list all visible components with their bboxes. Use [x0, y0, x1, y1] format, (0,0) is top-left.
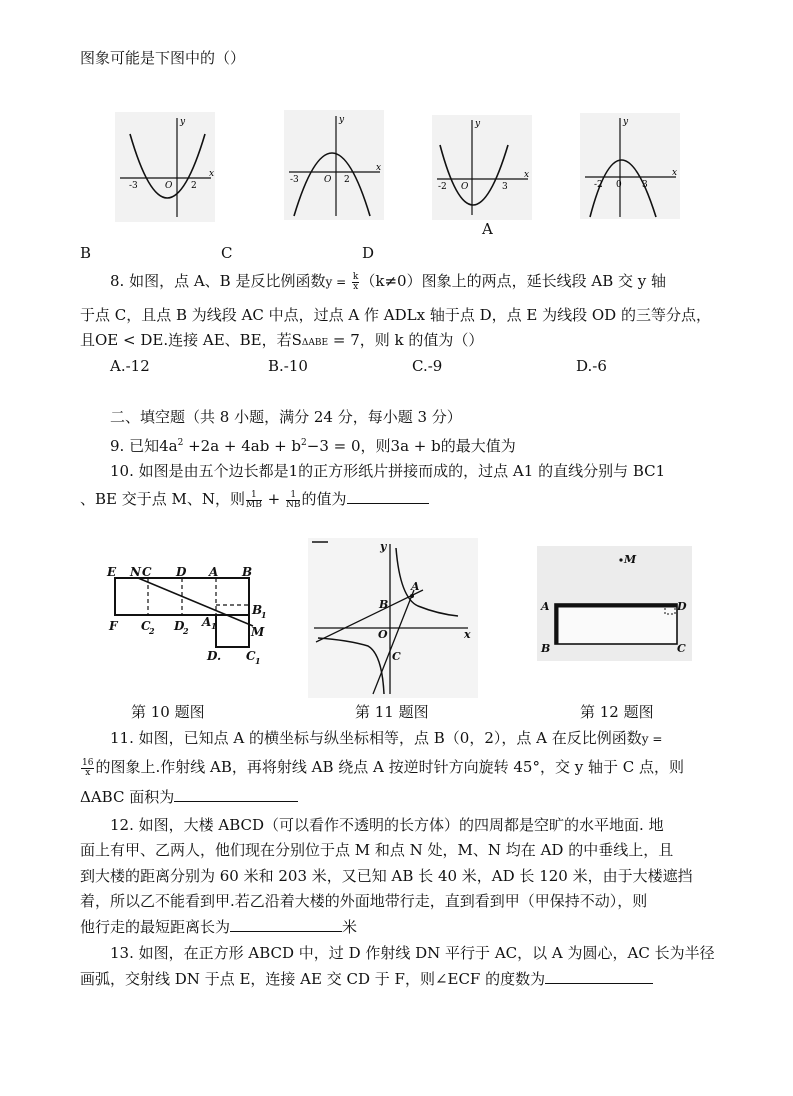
y-axis-label: y	[475, 119, 481, 129]
origin-label: O	[461, 182, 469, 192]
question-13-line1: 13. 如图，在正方形 ABCD 中，过 D 作射线 DN 平行于 AC，以 A 为圆心，AC 长为半径	[110, 944, 715, 962]
svg-text:B: B	[541, 642, 551, 655]
svg-text:C: C	[142, 565, 152, 579]
answer-blank[interactable]	[230, 917, 342, 932]
svg-text:A: A	[202, 615, 212, 629]
question-9: 9. 已知$4a^2 +2a + 4ab + b^2-3 = 0$，则3a + b的最大值为	[110, 437, 516, 455]
svg-text:C: C	[141, 619, 151, 633]
option-a: A.-12	[110, 357, 150, 375]
answer-blank[interactable]	[545, 969, 653, 984]
answer-blank[interactable]	[174, 787, 298, 802]
option-d: D.-6	[576, 357, 607, 375]
graph-label-d: D	[362, 244, 375, 262]
x-axis-label: x	[672, 168, 678, 178]
svg-text:B: B	[252, 603, 263, 617]
question-8-line1: 8. 如图，点 A、B 是反比例函数y = $\frac{k}{x}$ （k≠0）图象上的两点，延长线段 AB 交 y 轴	[110, 271, 666, 292]
origin-label: 0	[616, 180, 622, 190]
svg-text:A: A	[541, 600, 550, 613]
svg-text:C: C	[246, 649, 256, 663]
graph-label-a: A	[482, 220, 493, 238]
question-12-line1: 12. 如图，大楼 ABCD（可以看作不透明的长方体）的四周都是空旷的水平地面. 地	[110, 816, 664, 834]
tick-2: 2	[191, 181, 197, 191]
svg-text:y: y	[380, 540, 387, 553]
tick-3: 3	[642, 180, 648, 190]
tick-neg3: -3	[129, 181, 138, 191]
y-axis-label: y	[180, 117, 186, 127]
question-10-line1: 10. 如图是由五个边长都是1的正方形纸片拼接而成的，过点 A1 的直线分别与 BC1	[110, 462, 666, 480]
graph-option-a	[580, 113, 680, 219]
question-8-line3: 且OE < DE.连接 AE、BE，若SΔABE = 7，则 k 的值为（）	[80, 331, 484, 349]
question-11-line2: $\frac{16}{x}$ 的图象上.作射线 AB，再将射线 AB 绕点 A 按逆时针方向旋转 45°，交 y 轴于 C 点，则	[82, 757, 684, 778]
svg-text:D: D	[174, 619, 185, 633]
question-13-line2: 画弧，交射线 DN 于点 E，连接 AE 交 CD 于 F，则∠ECF 的度数为	[80, 969, 653, 989]
svg-text:x: x	[464, 628, 471, 641]
svg-text:E: E	[107, 565, 117, 579]
svg-text:1: 1	[255, 656, 261, 666]
question-10-line2: 、BE 交于点 M、N，则 $\frac{1}{MB}$ + $\frac{1}{NB}$ 的值为	[80, 489, 429, 510]
question-12-line2: 面上有甲、乙两人，他们现在分别位于点 M 和点 N 处，M、N 均在 AD 的中垂线上，且	[80, 841, 674, 859]
section-heading: 二、填空题（共 8 小题，满分 24 分，每小题 3 分）	[110, 408, 462, 426]
x-axis-label: x	[376, 163, 382, 173]
svg-text:2: 2	[183, 626, 189, 636]
svg-text:M: M	[624, 553, 637, 566]
question-11-line1: 11. 如图，已知点 A 的横坐标与纵坐标相等，点 B（0，2），点 A 在反比例函数y =	[110, 729, 663, 747]
graph-option-c	[284, 110, 384, 220]
tick-2: 2	[344, 175, 350, 185]
caption-fig11: 第 11 题图	[355, 703, 429, 721]
question-11-line3: ΔABC 面积为	[80, 787, 298, 807]
answer-blank[interactable]	[347, 489, 429, 504]
svg-text:1: 1	[211, 621, 217, 631]
tick-neg2: -2	[594, 180, 603, 190]
question-12-line5: 他行走的最短距离长为 米	[80, 918, 358, 936]
svg-text:A: A	[411, 580, 420, 593]
svg-text:C: C	[677, 642, 686, 655]
svg-text:M: M	[251, 625, 265, 639]
figure-12	[537, 546, 692, 661]
svg-text:F: F	[109, 619, 118, 633]
svg-text:N: N	[130, 565, 141, 579]
svg-text:B: B	[242, 565, 253, 579]
x-axis-label: x	[209, 169, 215, 179]
caption-fig10: 第 10 题图	[131, 703, 205, 721]
svg-text:A: A	[209, 565, 219, 579]
origin-label: O	[165, 181, 173, 191]
graph-label-b: B	[80, 244, 92, 262]
figure-11	[308, 538, 478, 698]
graph-option-b	[115, 112, 215, 222]
svg-text:1: 1	[261, 610, 267, 620]
svg-text:D.: D.	[207, 649, 222, 663]
tick-3: 3	[502, 182, 508, 192]
origin-label: O	[324, 175, 332, 185]
question-7-tail: 图象可能是下图中的（）	[80, 49, 246, 67]
option-b: B.-10	[268, 357, 308, 375]
svg-text:2: 2	[149, 626, 155, 636]
svg-text:D: D	[176, 565, 187, 579]
caption-fig12: 第 12 题图	[580, 703, 654, 721]
svg-text:D: D	[677, 600, 687, 613]
figure-10	[105, 562, 270, 670]
option-c: C.-9	[412, 357, 443, 375]
question-12-line3: 到大楼的距离分别为 60 米和 203 米，又已知 AB 长 40 米，AD 长 120 米，由于大楼遮挡	[80, 867, 693, 885]
question-12-line4: 着，所以乙不能看到甲.若乙沿着大楼的外面地带行走，直到看到甲（甲保持不动），则	[80, 892, 648, 910]
fraction-k-over-x: $\frac{k}{x}$	[352, 271, 359, 292]
graph-label-c: C	[221, 244, 233, 262]
x-axis-label: x	[524, 170, 530, 180]
svg-text:O: O	[378, 628, 388, 641]
svg-text:B: B	[379, 598, 389, 611]
tick-neg2: -2	[438, 182, 447, 192]
y-axis-label: y	[339, 115, 345, 125]
graph-option-d	[432, 115, 532, 220]
question-8-line2: 于点 C，且点 B 为线段 AC 中点，过点 A 作 ADLx 轴于点 D，点 E 为线段 OD 的三等分点，	[80, 306, 711, 324]
tick-neg3: -3	[290, 175, 299, 185]
y-axis-label: y	[623, 117, 629, 127]
svg-text:C: C	[392, 650, 401, 663]
